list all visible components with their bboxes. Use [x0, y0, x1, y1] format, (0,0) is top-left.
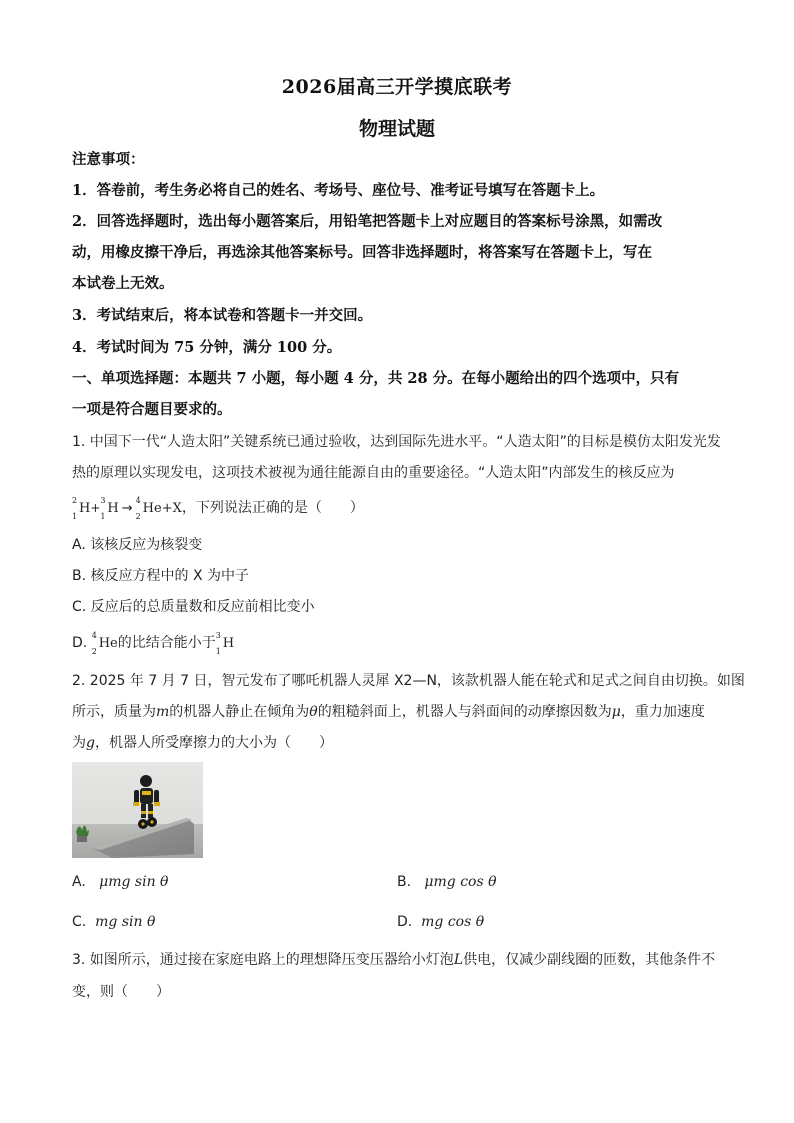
- q1-equation-line: [72, 496, 364, 521]
- nuclide-h3-d: 3 1 H: [215, 631, 235, 656]
- section-1-heading-line-2: 一项是符合题目要求的。: [72, 401, 232, 418]
- q2-option-a-math: μmg sin θ: [99, 874, 169, 890]
- nuclide-h2: 2 1 H: [72, 496, 91, 521]
- product-x: +X: [161, 501, 182, 516]
- q2-option-a: A. μmg sin θ: [72, 874, 169, 890]
- var-m: m: [156, 704, 170, 720]
- robot-on-incline-photo: [72, 762, 203, 858]
- nuclide-he4: 4 2 He: [135, 496, 162, 521]
- q2-stem-line-3: 为g，机器人所受摩擦力的大小为（ ）: [72, 735, 333, 751]
- q2-stem-line-1: 2. 2025 年 7 月 7 日，智元发布了哪吒机器人灵犀 X2—N，该款机器人能在轮式和足式之间自由切换。如图: [72, 673, 745, 689]
- q1-option-b: B. 核反应方程中的 X 为中子: [72, 568, 249, 584]
- q2-stem-line-2: 所示，质量为m的机器人静止在倾角为θ的粗糙斜面上，机器人与斜面间的动摩擦因数为μ，重力加速度: [72, 704, 705, 720]
- note-item-1: 1．答卷前，考生务必将自己的姓名、考场号、座位号、准考证号填写在答题卡上。: [72, 182, 605, 199]
- q3-stem-line-1: 3. 如图所示，通过接在家庭电路上的理想降压变压器给小灯泡L供电，仅减少副线圈的匝数，其他条件不: [72, 952, 716, 968]
- reaction-arrow: →: [121, 501, 133, 516]
- q1-stem-line-2: 热的原理以实现发电，这项技术被视为通往能源自由的重要途径。“人造太阳”内部发生的核反应为: [72, 465, 675, 481]
- exam-title: 2026届高三开学摸底联考: [281, 76, 513, 98]
- q2-option-d: D. mg cos θ: [397, 914, 485, 930]
- nuclide-h3: 3 1 H: [100, 496, 119, 521]
- note-item-4: 4．考试时间为 75 分钟，满分 100 分。: [72, 339, 342, 356]
- note-item-2-line-2: 动，用橡皮擦干净后，再选涂其他答案标号。回答非选择题时，将答案写在答题卡上，写在: [72, 244, 652, 261]
- var-L: L: [453, 952, 464, 968]
- note-item-2-line-1: 2．回答选择题时，选出每小题答案后，用铅笔把答题卡上对应题目的答案标号涂黑，如需改: [72, 213, 663, 230]
- q1-option-d: [72, 631, 235, 656]
- note-item-3: 3．考试结束后，将本试卷和答题卡一并交回。: [72, 307, 373, 324]
- q2-option-b: B. μmg cos θ: [397, 874, 497, 890]
- q1-option-d-text: 的比结合能小于: [117, 635, 216, 651]
- q1-equation-tail: ，下列说法正确的是（ ）: [181, 500, 364, 516]
- plus-sign: +: [90, 501, 101, 515]
- note-item-2-line-3: 本试卷上无效。: [72, 275, 174, 292]
- q2-option-c-math: mg sin θ: [95, 914, 156, 930]
- q1-option-d-label: D.: [72, 635, 92, 651]
- robot-photo-illustration: [72, 762, 203, 858]
- var-theta: θ: [309, 704, 318, 720]
- nuclide-he4-d: 4 2 He: [91, 631, 118, 656]
- q2-option-b-math: μmg cos θ: [424, 874, 497, 890]
- q1-option-a: A. 该核反应为核裂变: [72, 537, 203, 553]
- q2-option-c: C. mg sin θ: [72, 914, 156, 930]
- var-mu: μ: [611, 704, 621, 720]
- notes-heading: 注意事项：: [72, 151, 145, 168]
- q1-stem-line-1: 1. 中国下一代“人造太阳”关键系统已通过验收，达到国际先进水平。“人造太阳”的目标是模仿太阳发光发: [72, 434, 721, 450]
- var-g: g: [86, 735, 95, 751]
- q3-stem-line-2: 变，则（ ）: [72, 984, 170, 1000]
- exam-subtitle: 物理试题: [358, 118, 435, 140]
- q2-option-d-math: mg cos θ: [421, 914, 485, 930]
- section-1-heading-line-1: 一、单项选择题：本题共 7 小题，每小题 4 分，共 28 分。在每小题给出的四个选项中，只有: [72, 370, 680, 387]
- q1-option-c: C. 反应后的总质量数和反应前相比变小: [72, 599, 315, 615]
